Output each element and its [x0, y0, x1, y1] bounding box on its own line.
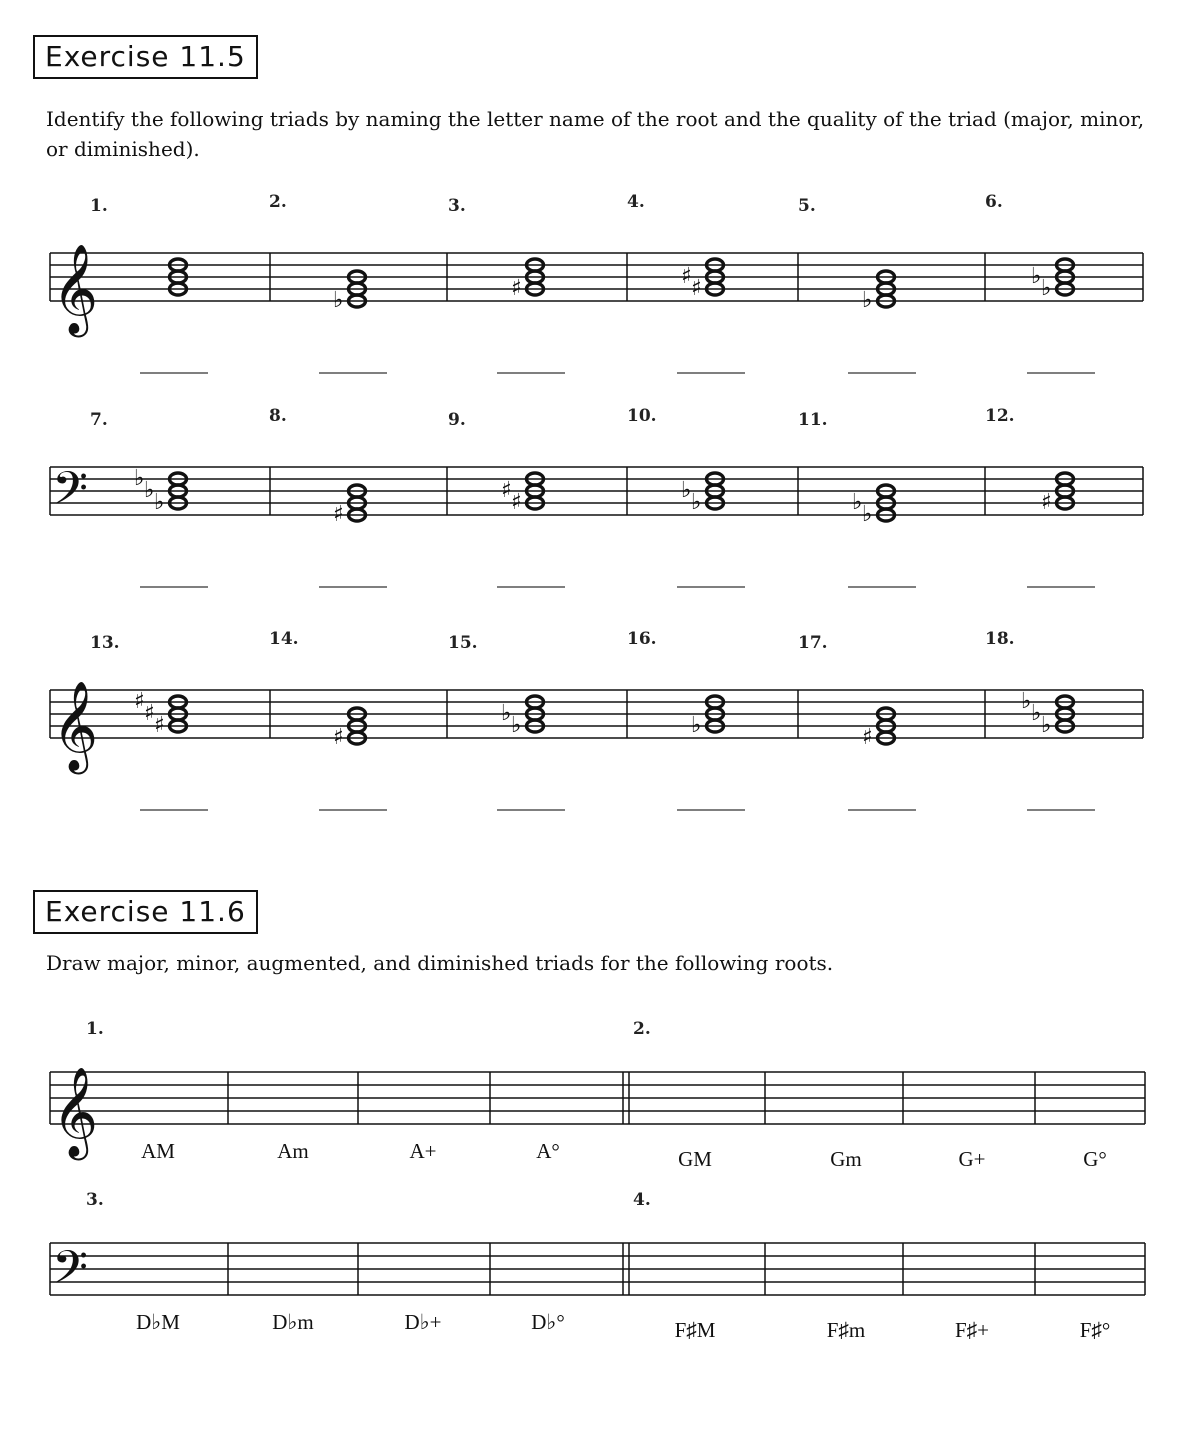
sharp-icon: ♯ — [154, 713, 165, 738]
exercise-number: 1. — [90, 196, 108, 216]
exercise-number: 8. — [269, 406, 287, 426]
triad-label: D♭m — [272, 1310, 314, 1334]
treble-clef-icon: 𝄞 — [52, 681, 99, 771]
flat-icon: ♭ — [1031, 701, 1042, 726]
flat-icon: ♭ — [154, 490, 165, 515]
triad-label: Gm — [830, 1147, 862, 1171]
exercise-number: 2. — [633, 1019, 651, 1039]
exercise-number: 18. — [985, 629, 1015, 649]
exercise-number: 15. — [448, 633, 478, 653]
exercise-number: 16. — [627, 629, 657, 649]
triad-label: GM — [678, 1147, 712, 1171]
triad-label: AM — [141, 1139, 175, 1163]
exercise-number: 6. — [985, 192, 1003, 212]
flat-icon: ♭ — [862, 288, 873, 313]
flat-icon: ♭ — [852, 490, 863, 515]
sharp-icon: ♯ — [511, 276, 522, 301]
exercise-number: 3. — [86, 1190, 104, 1210]
flat-icon: ♭ — [691, 490, 702, 515]
sharp-icon: ♯ — [681, 264, 692, 289]
triad-label: G+ — [958, 1147, 986, 1171]
triad-label: A° — [536, 1139, 560, 1163]
triad-label: D♭° — [531, 1310, 565, 1334]
sharp-icon: ♯ — [144, 701, 155, 726]
flat-icon: ♭ — [1041, 713, 1052, 738]
flat-icon: ♭ — [681, 478, 692, 503]
flat-icon: ♭ — [333, 288, 344, 313]
sharp-icon: ♯ — [501, 478, 512, 503]
exercise-number: 17. — [798, 633, 828, 653]
flat-icon: ♭ — [862, 502, 873, 527]
exercise-11-5-instructions: Identify the following triads by naming the letter name of the root and the quality of the triad (major, minor, or diminished). — [46, 107, 1145, 161]
exercise-number: 7. — [90, 410, 108, 430]
triad-label: D♭+ — [404, 1310, 442, 1334]
exercise-11-5-title: Exercise 11.5 — [33, 35, 258, 79]
sharp-icon: ♯ — [1041, 490, 1052, 515]
sharp-icon: ♯ — [691, 276, 702, 301]
sharp-icon: ♯ — [333, 502, 344, 527]
bass-clef-icon: 𝄢 — [52, 1241, 89, 1306]
treble-clef-icon: 𝄞 — [52, 1067, 99, 1157]
triad-label: A+ — [409, 1139, 437, 1163]
exercise-number: 14. — [269, 629, 299, 649]
triad-label: Am — [277, 1139, 309, 1163]
exercise-number: 12. — [985, 406, 1015, 426]
exercise-number: 10. — [627, 406, 657, 426]
flat-icon: ♭ — [511, 713, 522, 738]
exercise-number: 4. — [627, 192, 645, 212]
exercise-number: 9. — [448, 410, 466, 430]
flat-icon: ♭ — [1021, 689, 1032, 714]
exercise-number: 13. — [90, 633, 120, 653]
exercise-number: 4. — [633, 1190, 651, 1210]
sharp-icon: ♯ — [511, 490, 522, 515]
exercise-11-6-title: Exercise 11.6 — [33, 890, 258, 934]
exercise-11-6-instructions: Draw major, minor, augmented, and diminished triads for the following roots. — [46, 951, 834, 975]
triad-label: F♯M — [674, 1318, 716, 1342]
treble-clef-icon: 𝄞 — [52, 244, 99, 334]
flat-icon: ♭ — [691, 713, 702, 738]
exercise-number: 11. — [798, 410, 828, 430]
exercise-number: 1. — [86, 1019, 104, 1039]
exercise-number: 5. — [798, 196, 816, 216]
bass-clef-icon: 𝄢 — [52, 462, 89, 527]
triad-label: G° — [1083, 1147, 1107, 1171]
triad-label: F♯m — [826, 1318, 866, 1342]
triad-label: D♭M — [136, 1310, 180, 1334]
flat-icon: ♭ — [144, 478, 155, 503]
sharp-icon: ♯ — [333, 725, 344, 750]
flat-icon: ♭ — [1031, 264, 1042, 289]
flat-icon: ♭ — [1041, 276, 1052, 301]
exercise-number: 2. — [269, 192, 287, 212]
triad-label: F♯+ — [954, 1318, 990, 1342]
sharp-icon: ♯ — [134, 689, 145, 714]
sharp-icon: ♯ — [862, 725, 873, 750]
exercise-number: 3. — [448, 196, 466, 216]
triad-label: F♯° — [1079, 1318, 1111, 1342]
flat-icon: ♭ — [134, 466, 145, 491]
flat-icon: ♭ — [501, 701, 512, 726]
